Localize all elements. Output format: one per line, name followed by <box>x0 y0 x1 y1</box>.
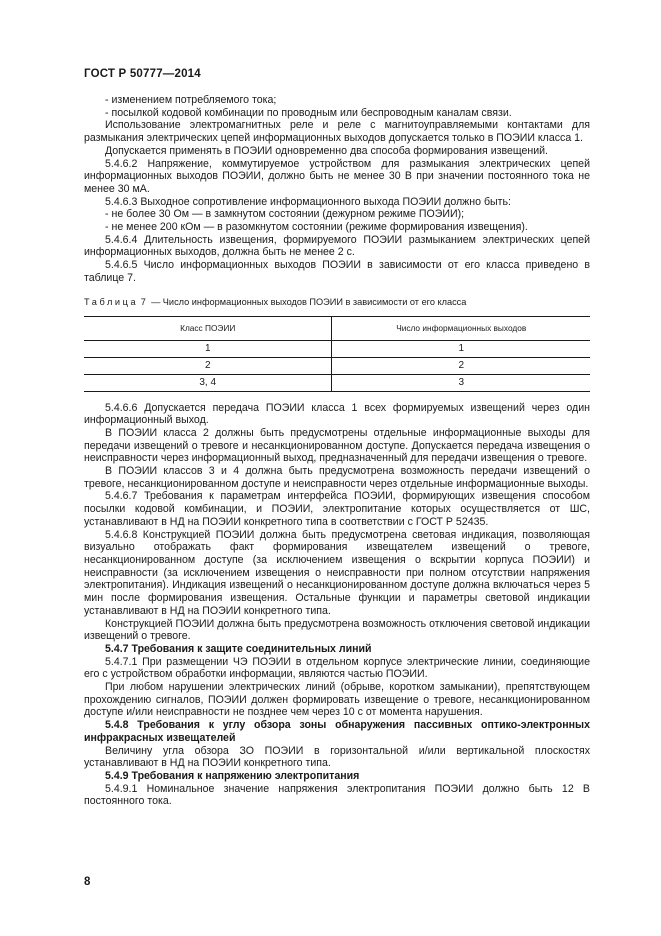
paragraph: - изменением потребляемого тока; <box>105 94 277 106</box>
table-row <box>84 374 590 391</box>
section-heading: 5.4.9 Требования к напряжению электропитания <box>105 769 360 782</box>
table-caption-text: — Число информационных выходов ПОЭИИ в зависимости от его класса <box>148 296 467 307</box>
intro-section <box>84 94 590 285</box>
paragraph: Конструкцией ПОЭИИ должна быть предусмотрена возможность отключения световой индикации извещений о тревоге. <box>84 617 590 643</box>
paragraph: - посылкой кодовой комбинации по проводным или беспроводным каналам связи. <box>105 106 512 119</box>
paragraph: Допускается применять в ПОЭИИ одновременно два способа формирования извещений. <box>105 144 548 157</box>
paragraph: В ПОЭИИ класса 2 должны быть предусмотрены отдельные информационные выходы для передачи извещений о тревоге и несанкционированном доступе. Допускается передача извещения о неисправности через информационный выход, предназначенный для передачи извещения о тревоге. <box>84 426 590 465</box>
paragraph: 5.4.6.6 Допускается передача ПОЭИИ класса 1 всех формируемых извещений через один информационный выход. <box>84 401 590 427</box>
table-body <box>84 340 590 391</box>
table-header-row <box>84 316 590 340</box>
section-heading: 5.4.8 Требования к углу обзора зоны обнаружения пассивных оптико-электронных инфракрасных извещателей <box>84 719 590 744</box>
table-caption-number: 7 <box>140 296 149 307</box>
outputs-table <box>84 316 590 392</box>
paragraph: - не менее 200 кОм — в разомкнутом состоянии (режиме формирования извещения). <box>105 221 528 234</box>
table-cell-class: 3, 4 <box>84 374 332 391</box>
table-header-outputs: Число информационных выходов <box>332 316 590 340</box>
table-cell-class: 2 <box>84 357 332 374</box>
standard-header: ГОСТ Р 50777—2014 <box>84 68 201 80</box>
table-cell-outputs: 2 <box>332 357 590 374</box>
table-cell-class: 1 <box>84 340 332 357</box>
paragraph: 5.4.9.1 Номинальное значение напряжения электропитания ПОЭИИ должно быть 12 В постоянного тока. <box>84 782 590 808</box>
paragraph: При любом нарушении электрических линий (обрыве, коротком замыкании), препятствующем прохождению сигналов, ПОЭИИ должен формировать извещение о тревоге, несанкционированном доступе и/или неисправности не позднее чем через 10 с от момента нарушения. <box>84 681 590 719</box>
table-caption-label: Таблица <box>84 296 139 307</box>
paragraph: 5.4.6.7 Требования к параметрам интерфейса ПОЭИИ, формирующих извещения способом посылки кодовой комбинации, и ПОЭИИ, электропитание которых осуществляется от ШС, устанавливают в НД на ПОЭИИ конкретного типа в соответствии с ГОСТ Р 52435. <box>84 490 590 528</box>
paragraph: - не более 30 Ом — в замкнутом состоянии (дежурном режиме ПОЭИИ); <box>105 208 465 221</box>
paragraph: 5.4.6.4 Длительность извещения, формируемого ПОЭИИ размыканием электрических цепей информационных выходов, должна быть не менее 2 с. <box>84 233 590 259</box>
main-section <box>84 402 590 809</box>
paragraph: В ПОЭИИ классов 3 и 4 должна быть предусмотрена возможность передачи извещений о тревоге, несанкционированном доступе и неисправности через отдельные информационные выходы. <box>84 465 590 490</box>
paragraph: Величину угла обзора ЗО ПОЭИИ в горизонтальной и/или вертикальной плоскостях устанавливают в НД на ПОЭИИ конкретного типа. <box>84 744 590 770</box>
paragraph: 5.4.6.5 Число информационных выходов ПОЭИИ в зависимости от его класса приведено в таблице 7. <box>84 259 590 284</box>
paragraph: 5.4.7.1 При размещении ЧЭ ПОЭИИ в отдельном корпусе электрические линии, соединяющие его с устройством обработки информации, являются частью ПОЭИИ. <box>84 655 590 681</box>
table-cell-outputs: 1 <box>332 340 590 357</box>
page-number: 8 <box>84 876 91 888</box>
paragraph: 5.4.6.3 Выходное сопротивление информационного выхода ПОЭИИ должно быть: <box>105 195 511 208</box>
table-header-class: Класс ПОЭИИ <box>84 316 332 340</box>
paragraph: Использование электромагнитных реле и реле с магнитоуправляемыми контактами для размыкания электрических цепей информационных выходов допускается только в ПОЭИИ класса 1. <box>84 119 590 145</box>
table-caption <box>84 296 590 308</box>
document-body <box>84 94 590 808</box>
paragraph: 5.4.6.2 Напряжение, коммутируемое устройством для размыкания электрических цепей информационных выходов ПОЭИИ, должно быть не менее 30 В при значении постоянного тока не менее 30 мА. <box>84 157 590 195</box>
paragraph: 5.4.6.8 Конструкцией ПОЭИИ должна быть предусмотрена световая индикация, позволяющая визуально отображать факт формирования извещателем извещений о тревоге, несанкционированном доступе (за исключением извещения о вскрытии корпуса ПОЭИИ) и неисправности (за исключением извещения о неисправности при полном отсутствии напряжения электропитания). Индикация извещений о несанкционированном доступе должна включаться через 5 мин после формирования извещения. Остальные функции и параметры световой индикации устанавливают в НД на ПОЭИИ конкретного типа. <box>84 528 590 617</box>
section-heading: 5.4.7 Требования к защите соединительных линий <box>105 642 372 655</box>
table-cell-outputs: 3 <box>332 374 590 391</box>
table-row <box>84 340 590 357</box>
table-row <box>84 357 590 374</box>
